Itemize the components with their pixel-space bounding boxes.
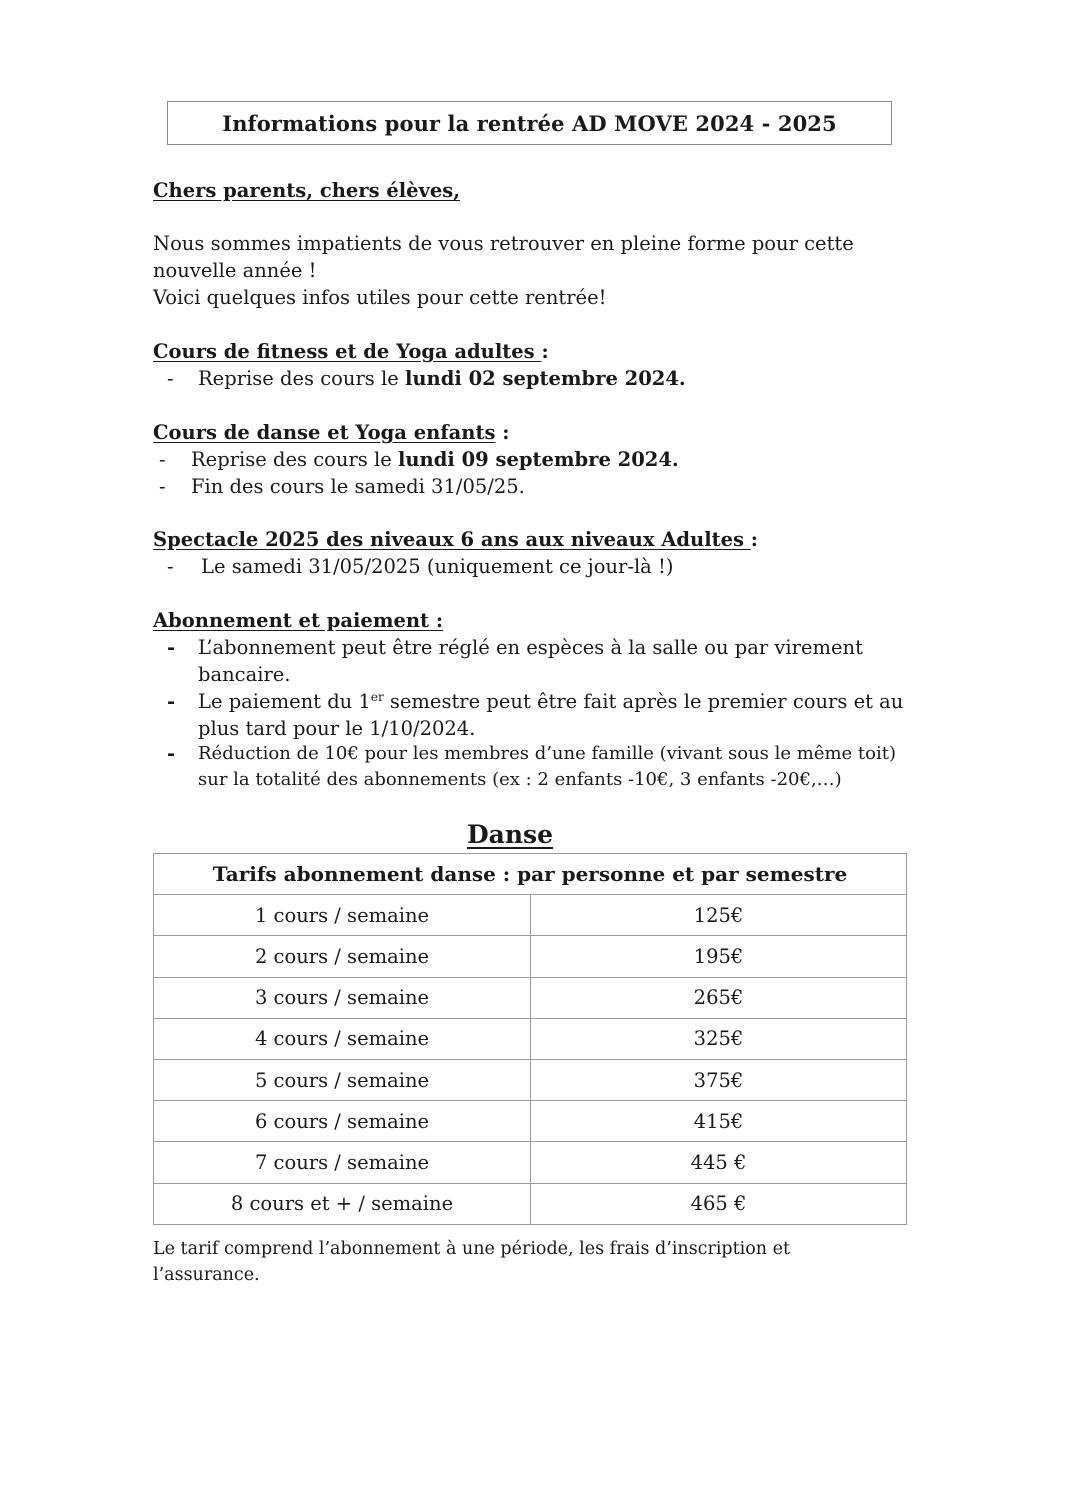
abonnement-item-2-line-1 xyxy=(198,688,903,715)
table-cell-price: 125€ xyxy=(531,895,907,936)
title-box xyxy=(167,101,892,145)
table-cell-price: 325€ xyxy=(531,1018,907,1059)
table-cell-price: 465 € xyxy=(531,1183,907,1224)
danse-enfants-heading-text: Cours de danse et Yoga enfants xyxy=(153,421,496,444)
table-row xyxy=(154,1059,907,1100)
table-row xyxy=(154,977,907,1018)
table-row xyxy=(154,895,907,936)
abonnement-item-1-line-1: L’abonnement peut être réglé en espèces à la salle ou par virement xyxy=(198,636,863,659)
fitness-heading-suffix: : xyxy=(541,340,549,363)
intro-line-1: Nous sommes impatients de vous retrouver en pleine forme pour cette xyxy=(153,232,854,255)
spectacle-heading xyxy=(153,526,758,553)
table-row xyxy=(154,936,907,977)
danse-enfants-item-2: Fin des cours le samedi 31/05/25. xyxy=(191,475,525,498)
table-cell-price: 415€ xyxy=(531,1101,907,1142)
abonnement-item-2-text-b: semestre peut être fait après le premier cours et au xyxy=(383,690,904,713)
bullet-dash-icon: - xyxy=(167,742,176,765)
table-row xyxy=(154,1018,907,1059)
danse-enfants-item-1 xyxy=(191,446,679,473)
intro-line-3: Voici quelques infos utiles pour cette rentrée! xyxy=(153,286,607,309)
danse-enfants-item-1-text: Reprise des cours le xyxy=(191,448,398,471)
table-cell-label: 8 cours et + / semaine xyxy=(154,1183,531,1224)
fitness-heading xyxy=(153,338,549,365)
bullet-dash-icon: - xyxy=(167,555,174,578)
spectacle-item: Le samedi 31/05/2025 (uniquement ce jour-là !) xyxy=(201,555,674,578)
intro-line-2: nouvelle année ! xyxy=(153,259,317,282)
table-cell-price: 375€ xyxy=(531,1059,907,1100)
table-cell-label: 6 cours / semaine xyxy=(154,1101,531,1142)
footnote xyxy=(153,1236,873,1288)
spectacle-heading-suffix: : xyxy=(750,528,758,551)
danse-enfants-heading-suffix: : xyxy=(495,421,510,444)
table-cell-price: 195€ xyxy=(531,936,907,977)
table-row xyxy=(154,1101,907,1142)
bullet-dash-icon: - xyxy=(167,636,176,659)
fitness-item-text: Reprise des cours le xyxy=(198,367,405,390)
bullet-dash-icon: - xyxy=(159,475,166,498)
greeting: Chers parents, chers élèves, xyxy=(153,179,461,202)
abonnement-item-2-line-2: plus tard pour le 1/10/2024. xyxy=(198,717,476,740)
table-cell-price: 265€ xyxy=(531,977,907,1018)
abonnement-item-2-sup: er xyxy=(370,690,384,704)
abonnement-item-2-text-a: Le paiement du 1 xyxy=(198,690,371,713)
abonnement-item-3-line-1: Réduction de 10€ pour les membres d’une famille (vivant sous le même toit) xyxy=(198,743,897,764)
footnote-line-1: Le tarif comprend l’abonnement à une période, les frais d’inscription et xyxy=(153,1239,791,1259)
tarifs-table xyxy=(153,853,907,1225)
table-row xyxy=(154,1183,907,1224)
table-cell-label: 2 cours / semaine xyxy=(154,936,531,977)
table-header-row xyxy=(154,854,907,895)
spectacle-heading-text: Spectacle 2025 des niveaux 6 ans aux niveaux Adultes xyxy=(153,528,751,551)
abonnement-item-3-line-2: sur la totalité des abonnements (ex : 2 enfants -10€, 3 enfants -20€,…) xyxy=(198,769,842,790)
fitness-item xyxy=(198,365,686,392)
table-row xyxy=(154,1142,907,1183)
fitness-heading-text: Cours de fitness et de Yoga adultes xyxy=(153,340,542,363)
danse-enfants-heading xyxy=(153,419,509,446)
bullet-dash-icon: - xyxy=(167,367,174,390)
fitness-item-date: lundi 02 septembre 2024. xyxy=(404,367,686,390)
danse-section-title-text: Danse xyxy=(466,820,554,849)
bullet-dash-icon: - xyxy=(167,690,176,713)
table-cell-label: 5 cours / semaine xyxy=(154,1059,531,1100)
table-cell-label: 7 cours / semaine xyxy=(154,1142,531,1183)
table-header: Tarifs abonnement danse : par personne et par semestre xyxy=(154,854,907,895)
table-cell-price: 445 € xyxy=(531,1142,907,1183)
abonnement-heading: Abonnement et paiement : xyxy=(153,609,444,632)
table-cell-label: 1 cours / semaine xyxy=(154,895,531,936)
page-title: Informations pour la rentrée AD MOVE 2024 - 2025 xyxy=(222,110,837,136)
table-cell-label: 4 cours / semaine xyxy=(154,1018,531,1059)
footnote-line-2: l’assurance. xyxy=(153,1265,260,1285)
bullet-dash-icon: - xyxy=(159,448,166,471)
table-cell-label: 3 cours / semaine xyxy=(154,977,531,1018)
danse-section-title xyxy=(0,820,1020,849)
abonnement-item-1-line-2: bancaire. xyxy=(198,663,291,686)
danse-enfants-item-1-date: lundi 09 septembre 2024. xyxy=(397,448,679,471)
